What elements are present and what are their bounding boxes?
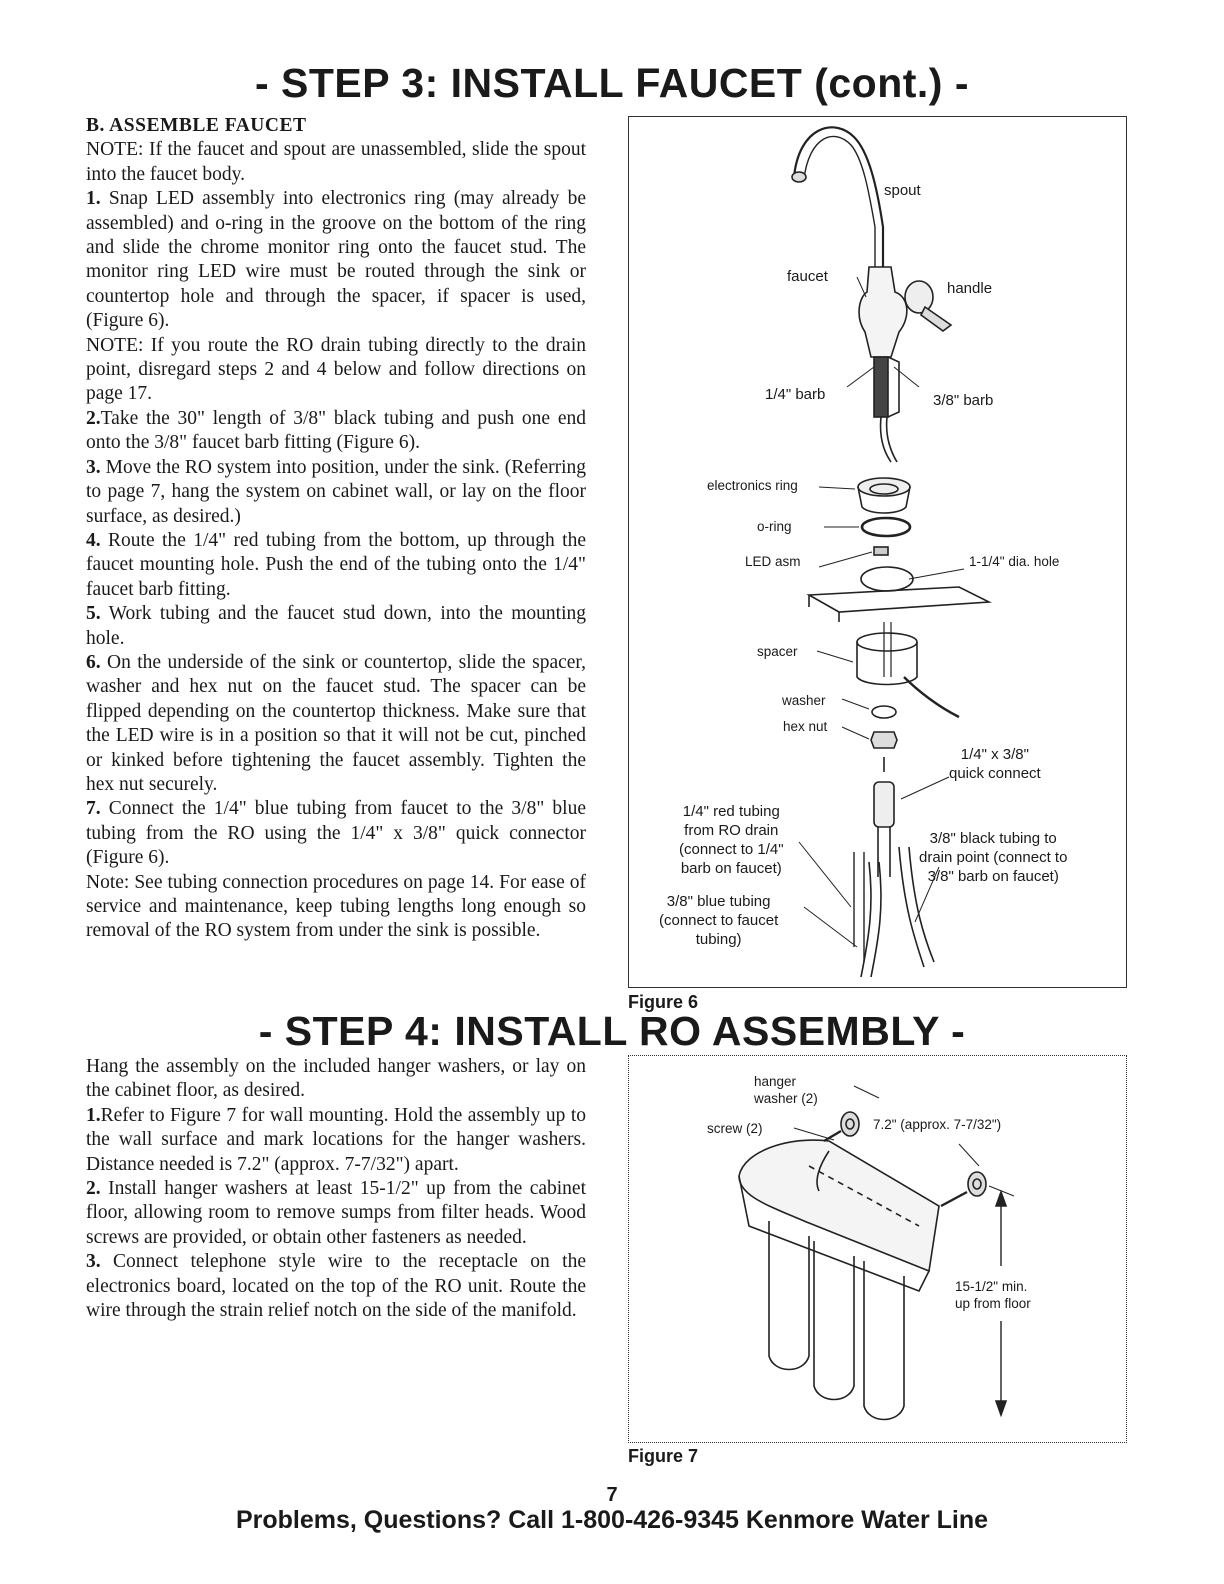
washer-drawing <box>872 706 896 718</box>
step-item <box>86 1177 586 1250</box>
distance-label: 7.2" (approx. 7-7/32") <box>873 1117 1002 1132</box>
step-number: 2. <box>86 1178 101 1200</box>
step-number: 7. <box>86 798 101 820</box>
step-number: 2. <box>86 407 101 429</box>
step-text: Refer to Figure 7 for wall mounting. Hold the assembly up to the wall surface and mark locations for the hanger washers. Distance needed is 7.2" (approx. 7-7/32") apart. <box>86 1104 586 1175</box>
step-text: Snap LED assembly into electronics ring (may already be assembled) and o-ring in the groove on the bottom of the ring and slide the chrome monitor ring onto the faucet stud. The monitor ring LED wire must be routed through the sink or countertop hole and through the spacer, if spacer is used, (Figure 6). <box>86 188 587 332</box>
figure-7-diagram <box>628 1055 1127 1443</box>
spout-label: spout <box>884 182 921 199</box>
screw-label: screw (2) <box>707 1121 763 1136</box>
step-text: Connect the 1/4" blue tubing from faucet to the 3/8" blue tubing from the RO using the 1/4" x 3/8" quick connector (Figure 6). <box>86 798 586 869</box>
page-number: 7 <box>606 1484 618 1506</box>
electronics-ring-label: electronics ring <box>707 478 798 493</box>
step-item <box>86 407 586 456</box>
note-paragraph: NOTE: If you route the RO drain tubing directly to the drain point, disregard steps 2 and 4 below and follow directions on page 17. <box>86 334 586 405</box>
washer-label: washer <box>782 693 826 708</box>
step-item <box>86 1104 586 1177</box>
step4-heading: - STEP 4: INSTALL RO ASSEMBLY - <box>258 1008 966 1054</box>
hanger-washer-drawing <box>968 1172 986 1196</box>
step-text: Work tubing and the faucet stud down, into the mounting hole. <box>86 603 586 649</box>
blue-tubing-label: 3/8" blue tubing (connect to faucet tubing) <box>659 893 779 948</box>
step-number: 1. <box>86 1104 101 1126</box>
spacer-label: spacer <box>757 644 798 659</box>
step-text: Move the RO system into position, under the sink. (Referring to page 7, hang the system on cabinet wall, or lay on the floor surface, as desired.) <box>86 456 587 527</box>
step-number: 1. <box>86 188 101 210</box>
step3-heading: - STEP 3: INSTALL FAUCET (cont.) - <box>255 60 969 106</box>
sump-drawing <box>769 1221 809 1370</box>
quick-connect-label: 1/4" x 3/8" quick connect <box>949 746 1041 782</box>
height-label: 15-1/2" min. up from floor <box>955 1279 1031 1311</box>
hex-nut-label: hex nut <box>783 719 828 734</box>
step-item <box>86 602 586 651</box>
assemble-faucet-subheading: B. ASSEMBLE FAUCET <box>86 115 307 136</box>
three-eighths-barb-label: 3/8" barb <box>933 392 994 409</box>
step-item <box>86 1250 586 1323</box>
handle-label: handle <box>947 280 993 297</box>
hanger-washer-drawing <box>841 1112 859 1136</box>
faucet-body-drawing <box>859 267 907 357</box>
hanger-washer-label: hanger washer (2) <box>754 1074 818 1106</box>
step-text: Connect telephone style wire to the receptacle on the electronics board, located on the top of the RO unit. Route the wire through the strain relief notch on the side of the manifold. <box>86 1251 586 1322</box>
step3-text-column <box>86 114 586 944</box>
intro-paragraph: Hang the assembly on the included hanger washers, or lay on the cabinet floor, as desired. <box>86 1056 586 1102</box>
note-paragraph: NOTE: If the faucet and spout are unassembled, slide the spout into the faucet body. <box>86 139 586 185</box>
step4-text-column <box>86 1055 586 1323</box>
spacer-drawing <box>857 633 917 651</box>
step-text: On the underside of the sink or countertop, slide the spacer, washer and hex nut on the faucet stud. The spacer can be flipped depending on the countertop thickness. Make sure that the LED wire is in a position so that it will not be cut, pinched or kinked before tightening the faucet assembly. Tighten the hex nut securely. <box>86 651 586 795</box>
step-item <box>86 529 586 602</box>
step-item <box>86 797 586 870</box>
step-number: 4. <box>86 529 101 551</box>
step-item <box>86 651 586 797</box>
figure-6-caption: Figure 6 <box>628 992 699 1012</box>
faucet-label: faucet <box>787 268 828 285</box>
step-number: 3. <box>86 456 101 478</box>
screw-drawing <box>941 1192 967 1206</box>
dia-hole-label: 1-1/4" dia. hole <box>969 554 1060 569</box>
quarter-inch-barb-label: 1/4" barb <box>765 386 826 403</box>
step-number: 3. <box>86 1251 101 1273</box>
hex-nut-drawing <box>871 732 897 748</box>
handle-drawing <box>905 281 933 313</box>
led-asm-drawing <box>874 547 888 555</box>
note-paragraph: Note: See tubing connection procedures on page 14. For ease of service and maintenance, keep tubing lengths long enough so removal of the RO system from under the sink is possible. <box>86 871 586 942</box>
step-number: 5. <box>86 603 101 625</box>
figure-7-caption: Figure 7 <box>628 1446 699 1466</box>
ro-assembly-illustration <box>629 1056 1126 1442</box>
step-number: 6. <box>86 651 101 673</box>
step-text: Install hanger washers at least 15-1/2" up from the cabinet floor, allowing room to remove sumps from filter heads. Wood screws are provided, or obtain other fasteners as needed. <box>86 1178 586 1248</box>
step-text: Route the 1/4" red tubing from the bottom, up through the faucet mounting hole. Push the end of the tubing onto the 1/4" faucet barb fitting. <box>86 529 587 600</box>
quick-connect-drawing <box>874 782 894 827</box>
red-tubing-label: 1/4" red tubing from RO drain (connect to 1/4" barb on faucet) <box>679 803 784 877</box>
figure-6-diagram <box>628 116 1127 988</box>
led-asm-label: LED asm <box>745 554 801 569</box>
o-ring-label: o-ring <box>757 519 792 534</box>
step-item <box>86 456 586 529</box>
sump-drawing <box>814 1241 854 1400</box>
footer-hotline: Problems, Questions? Call 1-800-426-9345 Kenmore Water Line <box>235 1506 989 1534</box>
black-tubing-label: 3/8" black tubing to drain point (connect to 3/8" barb on faucet) <box>919 830 1068 885</box>
o-ring-drawing <box>862 518 910 536</box>
step-item <box>86 187 586 333</box>
step-text: Take the 30" length of 3/8" black tubing and push one end onto the 3/8" faucet barb fitting (Figure 6). <box>86 407 586 454</box>
sump-drawing <box>864 1261 904 1420</box>
